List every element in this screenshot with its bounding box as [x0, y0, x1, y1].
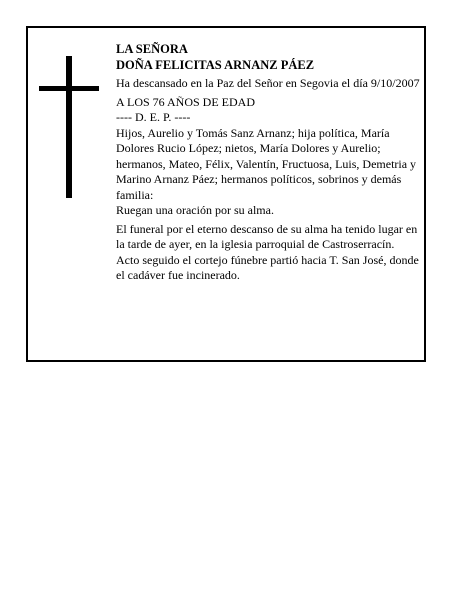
cross-icon	[39, 56, 99, 198]
rip-text: ---- D. E. P. ----	[116, 110, 191, 124]
notice-text	[116, 42, 420, 284]
prayer-request-text: Ruegan una oración por su alma.	[116, 203, 274, 217]
obituary-notice	[26, 26, 426, 362]
funeral-text: El funeral por el eterno descanso de su alma ha tenido lugar en la tarde de ayer, en la iglesia parroquial de Castroserracín. Acto seguido el cortejo fúnebre partió hacia T. San José, donde el cadáver fue incinerado.	[116, 221, 419, 282]
family-text: Hijos, Aurelio y Tomás Sanz Arnanz; hija política, María Dolores Rucio López; nietos, María Dolores y Aurelio; hermanos, Mateo, Félix, Valentín, Fructuosa, Luis, Demetria y Marino Arnanz Páez; hermanos políticos, sobrinos y demás familia:	[116, 125, 417, 202]
age-text: A LOS 76 AÑOS DE EDAD	[116, 94, 256, 109]
cross-vertical-bar	[66, 56, 72, 198]
deceased-name: DOÑA FELICITAS ARNANZ PÁEZ	[116, 57, 315, 72]
notice-title: LA SEÑORA	[116, 42, 188, 56]
cross-horizontal-bar	[39, 86, 99, 91]
announcement-text: Ha descansado en la Paz del Señor en Segovia el día 9/10/2007	[116, 76, 420, 90]
